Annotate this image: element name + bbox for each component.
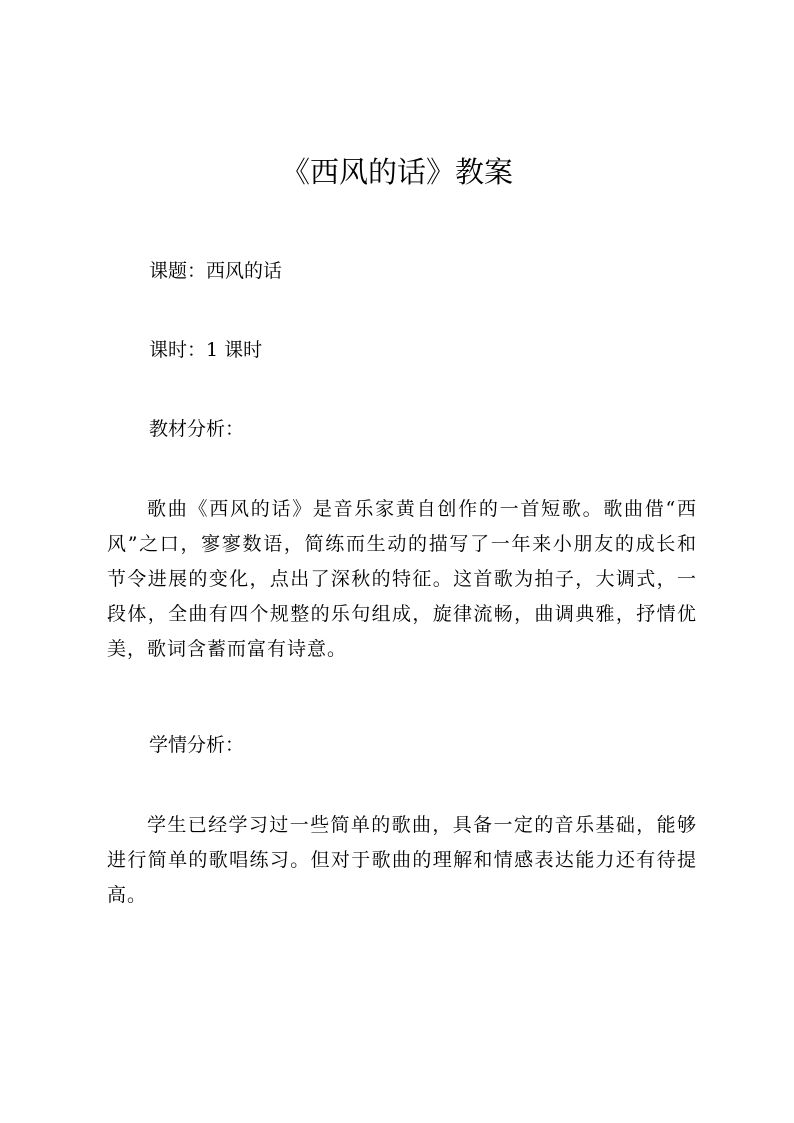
document-title: 《西风的话》教案 (280, 155, 513, 189)
student-analysis-heading: 学情分析： (149, 734, 245, 756)
material-analysis-paragraph: 歌曲《西风的话》是音乐家黄自创作的一首短歌。歌曲借“西风”之口，寥寥数语，简练而生动的描写了一年来小朋友的成长和节令进展的变化，点出了深秋的特征。这首歌为拍子，大调式，一段体，全曲有四个规整的乐句组成，旋律流畅，曲调典雅，抒情优美，歌词含蓄而富有诗意。 (107, 498, 697, 660)
lesson-hours: 课时：1 课时 (149, 339, 263, 361)
lesson-topic: 课题：西风的话 (149, 260, 283, 282)
material-analysis-heading: 教材分析： (149, 418, 245, 440)
student-analysis-paragraph: 学生已经学习过一些简单的歌曲，具备一定的音乐基础，能够进行简单的歌唱练习。但对于歌曲的理解和情感表达能力还有待提高。 (107, 814, 697, 906)
